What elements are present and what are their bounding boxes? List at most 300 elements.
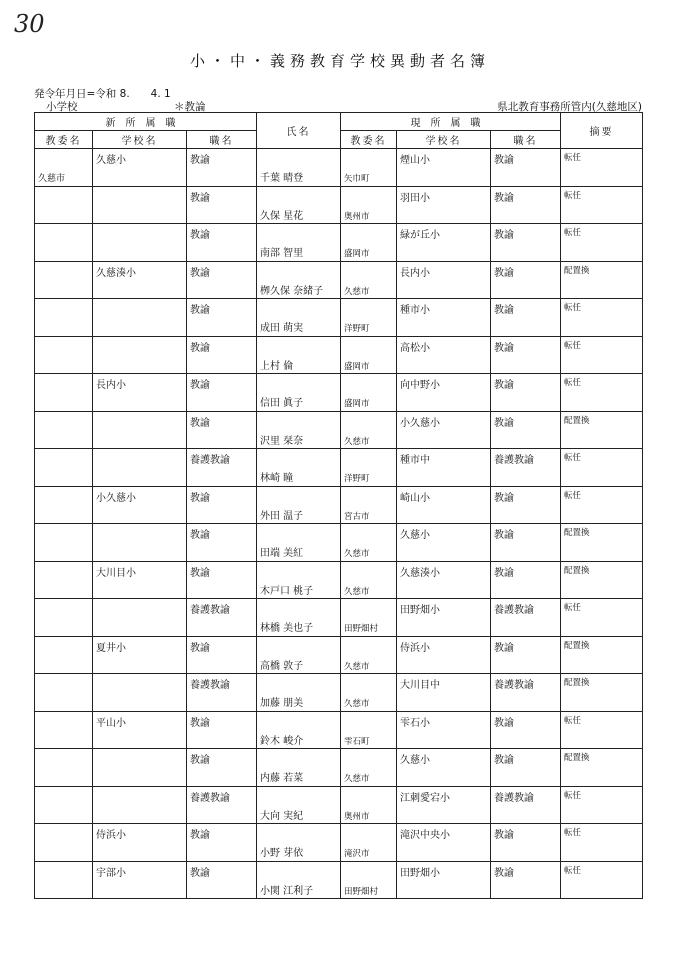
new-position-cell bbox=[187, 186, 257, 224]
new-board-cell bbox=[35, 861, 93, 899]
new-school: 宇部小 bbox=[96, 867, 126, 879]
cur-board: 久慈市 bbox=[344, 549, 370, 559]
note-cell bbox=[561, 524, 643, 562]
cur-board-cell bbox=[341, 524, 397, 562]
cur-position: 教諭 bbox=[494, 155, 514, 166]
cur-position-cell bbox=[491, 486, 561, 524]
cur-school: 久慈小 bbox=[400, 530, 430, 541]
cur-position-cell bbox=[491, 374, 561, 412]
table-row bbox=[35, 786, 643, 824]
person-name: 田端 美紅 bbox=[260, 548, 304, 559]
new-school-cell bbox=[93, 299, 187, 337]
cur-school: 煙山小 bbox=[400, 155, 430, 166]
header-cur-school: 学校名 bbox=[397, 131, 491, 149]
name-cell bbox=[257, 449, 341, 487]
person-name: 小関 江利子 bbox=[260, 885, 314, 897]
region-label: 県北教育事務所管内(久慈地区) bbox=[497, 101, 642, 113]
table-row bbox=[35, 711, 643, 749]
cur-board-cell bbox=[341, 186, 397, 224]
cur-school-cell bbox=[397, 749, 491, 787]
note: 転任 bbox=[564, 865, 582, 876]
cur-board-cell bbox=[341, 486, 397, 524]
table-row bbox=[35, 336, 643, 374]
cur-board: 盛岡市 bbox=[344, 399, 370, 409]
new-position-cell bbox=[187, 711, 257, 749]
name-cell bbox=[257, 749, 341, 787]
note: 配置換 bbox=[564, 565, 590, 576]
table-row bbox=[35, 561, 643, 599]
new-position-cell bbox=[187, 224, 257, 262]
cur-school-cell bbox=[397, 786, 491, 824]
cur-position-cell bbox=[491, 224, 561, 262]
new-school-cell bbox=[93, 449, 187, 487]
cur-board: 宮古市 bbox=[344, 511, 370, 522]
new-position: 教諭 bbox=[190, 417, 210, 429]
person-name: 南部 智里 bbox=[260, 248, 304, 259]
new-position: 教諭 bbox=[190, 342, 210, 354]
person-name: 内藤 若菜 bbox=[260, 773, 304, 784]
cur-school-cell bbox=[397, 486, 491, 524]
new-position: 教諭 bbox=[190, 267, 210, 279]
note-cell bbox=[561, 599, 643, 637]
cur-board-cell bbox=[341, 636, 397, 674]
new-position: 教諭 bbox=[190, 530, 210, 541]
new-school: 侍浜小 bbox=[96, 830, 126, 841]
note-cell bbox=[561, 261, 643, 299]
cur-position: 教諭 bbox=[494, 192, 514, 204]
header-row-group bbox=[35, 113, 643, 131]
cur-position-cell bbox=[491, 636, 561, 674]
new-school-cell bbox=[93, 411, 187, 449]
cur-board: 奥州市 bbox=[344, 211, 370, 222]
header-name: 氏名 bbox=[257, 113, 341, 149]
new-school: 大川目小 bbox=[96, 567, 136, 579]
cur-board: 久慈市 bbox=[344, 586, 370, 597]
cur-position-cell bbox=[491, 336, 561, 374]
cur-position: 養護教諭 bbox=[494, 455, 534, 466]
roster-body bbox=[35, 149, 643, 899]
cur-position: 教諭 bbox=[494, 755, 514, 766]
cur-position-cell bbox=[491, 561, 561, 599]
cur-school-cell bbox=[397, 636, 491, 674]
person-name: 外田 温子 bbox=[260, 510, 304, 522]
transfer-roster-table bbox=[34, 112, 643, 899]
note: 転任 bbox=[564, 228, 582, 238]
new-board-cell bbox=[35, 486, 93, 524]
new-school: 小久慈小 bbox=[96, 492, 136, 504]
new-board-cell bbox=[35, 524, 93, 562]
person-name: 成田 萌実 bbox=[260, 323, 304, 334]
cur-school: 崎山小 bbox=[400, 492, 430, 504]
new-school-cell bbox=[93, 224, 187, 262]
cur-position: 教諭 bbox=[494, 342, 514, 354]
cur-board-cell bbox=[341, 561, 397, 599]
cur-board: 田野畑村 bbox=[344, 624, 379, 634]
cur-board-cell bbox=[341, 674, 397, 712]
cur-school-cell bbox=[397, 711, 491, 749]
cur-board-cell bbox=[341, 449, 397, 487]
cur-position-cell bbox=[491, 299, 561, 337]
cur-board: 盛岡市 bbox=[344, 249, 370, 259]
cur-school: 高松小 bbox=[400, 342, 430, 354]
note: 転任 bbox=[564, 603, 582, 613]
person-name: 高橋 敦子 bbox=[260, 660, 304, 672]
note: 転任 bbox=[564, 453, 582, 463]
cur-board: 洋野町 bbox=[344, 474, 370, 484]
cur-board: 盛岡市 bbox=[344, 361, 370, 372]
person-name: 大向 実紀 bbox=[260, 810, 304, 822]
new-position: 養護教諭 bbox=[190, 680, 230, 691]
new-board-cell bbox=[35, 749, 93, 787]
name-cell bbox=[257, 336, 341, 374]
note: 配置換 bbox=[564, 265, 590, 276]
cur-position: 養護教諭 bbox=[494, 605, 534, 616]
new-school-cell bbox=[93, 261, 187, 299]
cur-board-cell bbox=[341, 411, 397, 449]
cur-school: 田野畑小 bbox=[400, 867, 440, 879]
person-name: 加藤 朋美 bbox=[260, 698, 304, 709]
new-position-cell bbox=[187, 561, 257, 599]
name-cell bbox=[257, 561, 341, 599]
name-cell bbox=[257, 299, 341, 337]
cur-school-cell bbox=[397, 599, 491, 637]
cur-position-cell bbox=[491, 786, 561, 824]
cur-school-cell bbox=[397, 224, 491, 262]
new-board-cell bbox=[35, 636, 93, 674]
cur-school-cell bbox=[397, 299, 491, 337]
cur-position: 教諭 bbox=[494, 417, 514, 429]
new-position: 教諭 bbox=[190, 642, 210, 654]
table-row bbox=[35, 674, 643, 712]
new-school-cell bbox=[93, 486, 187, 524]
note: 転任 bbox=[564, 190, 582, 201]
note-cell bbox=[561, 149, 643, 187]
name-cell bbox=[257, 861, 341, 899]
table-row bbox=[35, 224, 643, 262]
cur-position-cell bbox=[491, 449, 561, 487]
note: 配置換 bbox=[564, 678, 590, 688]
cur-school: 侍浜小 bbox=[400, 642, 430, 654]
table-row bbox=[35, 749, 643, 787]
note: 転任 bbox=[564, 378, 582, 388]
cur-school-cell bbox=[397, 674, 491, 712]
cur-board-cell bbox=[341, 149, 397, 187]
new-school-cell bbox=[93, 524, 187, 562]
table-row bbox=[35, 599, 643, 637]
note-cell bbox=[561, 636, 643, 674]
cur-position-cell bbox=[491, 824, 561, 862]
table-row bbox=[35, 861, 643, 899]
note-cell bbox=[561, 224, 643, 262]
table-row bbox=[35, 824, 643, 862]
header-new-school: 学校名 bbox=[93, 131, 187, 149]
new-position-cell bbox=[187, 524, 257, 562]
cur-position-cell bbox=[491, 261, 561, 299]
cur-board-cell bbox=[341, 786, 397, 824]
note-cell bbox=[561, 674, 643, 712]
name-cell bbox=[257, 149, 341, 187]
school-type: 小学校 bbox=[46, 101, 78, 113]
new-board-cell bbox=[35, 411, 93, 449]
new-position: 教諭 bbox=[190, 230, 210, 241]
person-name: 沢里 栞奈 bbox=[260, 435, 304, 447]
cur-school-cell bbox=[397, 824, 491, 862]
new-school-cell bbox=[93, 336, 187, 374]
name-cell bbox=[257, 261, 341, 299]
new-position-cell bbox=[187, 449, 257, 487]
new-board-cell bbox=[35, 149, 93, 187]
note: 転任 bbox=[564, 303, 582, 313]
person-name: 千葉 晴登 bbox=[260, 173, 304, 184]
cur-board-cell bbox=[341, 336, 397, 374]
cur-position-cell bbox=[491, 749, 561, 787]
note: 転任 bbox=[564, 490, 582, 501]
cur-school: 久慈湊小 bbox=[400, 567, 440, 579]
new-position-cell bbox=[187, 674, 257, 712]
cur-position: 教諭 bbox=[494, 492, 514, 504]
new-position-cell bbox=[187, 336, 257, 374]
name-cell bbox=[257, 224, 341, 262]
new-position-cell bbox=[187, 374, 257, 412]
name-cell bbox=[257, 636, 341, 674]
new-board-cell bbox=[35, 224, 93, 262]
cur-position: 教諭 bbox=[494, 642, 514, 654]
note-cell bbox=[561, 824, 643, 862]
cur-board-cell bbox=[341, 861, 397, 899]
note-cell bbox=[561, 749, 643, 787]
new-position: 養護教諭 bbox=[190, 792, 230, 804]
cur-board-cell bbox=[341, 261, 397, 299]
name-cell bbox=[257, 186, 341, 224]
new-board-cell bbox=[35, 336, 93, 374]
cur-school-cell bbox=[397, 411, 491, 449]
page-title: 小・中・義務教育学校異動者名簿 bbox=[189, 52, 490, 70]
cur-position: 教諭 bbox=[494, 305, 514, 316]
cur-school-cell bbox=[397, 186, 491, 224]
table-row bbox=[35, 374, 643, 412]
new-school-cell bbox=[93, 861, 187, 899]
name-cell bbox=[257, 824, 341, 862]
note-cell bbox=[561, 786, 643, 824]
cur-school: 滝沢中央小 bbox=[400, 830, 450, 841]
name-cell bbox=[257, 786, 341, 824]
table-row bbox=[35, 299, 643, 337]
new-board-cell bbox=[35, 449, 93, 487]
note-cell bbox=[561, 411, 643, 449]
new-board-cell bbox=[35, 786, 93, 824]
new-school-cell bbox=[93, 786, 187, 824]
cur-position-cell bbox=[491, 524, 561, 562]
new-position-cell bbox=[187, 149, 257, 187]
new-school-cell bbox=[93, 674, 187, 712]
new-board-cell bbox=[35, 299, 93, 337]
new-school-cell bbox=[93, 824, 187, 862]
new-school: 久慈小 bbox=[96, 155, 126, 166]
table-row bbox=[35, 261, 643, 299]
new-board-cell bbox=[35, 261, 93, 299]
new-school: 平山小 bbox=[96, 717, 126, 729]
cur-school-cell bbox=[397, 524, 491, 562]
note-cell bbox=[561, 449, 643, 487]
cur-school-cell bbox=[397, 261, 491, 299]
new-board-cell bbox=[35, 824, 93, 862]
note: 転任 bbox=[564, 340, 582, 351]
note-cell bbox=[561, 299, 643, 337]
cur-board: 久慈市 bbox=[344, 436, 370, 447]
cur-school: 種市中 bbox=[400, 455, 430, 466]
cur-school: 雫石小 bbox=[400, 717, 430, 729]
table-row bbox=[35, 524, 643, 562]
header-notes: 摘要 bbox=[561, 113, 643, 149]
new-position-cell bbox=[187, 599, 257, 637]
name-cell bbox=[257, 711, 341, 749]
new-school: 久慈湊小 bbox=[96, 267, 136, 279]
new-position: 教諭 bbox=[190, 192, 210, 204]
new-position-cell bbox=[187, 261, 257, 299]
cur-position: 教諭 bbox=[494, 830, 514, 841]
cur-position: 養護教諭 bbox=[494, 792, 534, 804]
person-name: 小野 芽依 bbox=[260, 848, 304, 859]
cur-position: 教諭 bbox=[494, 267, 514, 279]
cur-board: 奥州市 bbox=[344, 811, 370, 822]
cur-board: 久慈市 bbox=[344, 774, 370, 784]
new-board: 久慈市 bbox=[38, 174, 66, 184]
table-row bbox=[35, 149, 643, 187]
cur-board: 久慈市 bbox=[344, 286, 370, 297]
name-cell bbox=[257, 599, 341, 637]
new-school-cell bbox=[93, 599, 187, 637]
note: 転任 bbox=[564, 790, 582, 801]
table-row bbox=[35, 449, 643, 487]
new-position: 教諭 bbox=[190, 755, 210, 766]
new-position-cell bbox=[187, 486, 257, 524]
new-school-cell bbox=[93, 749, 187, 787]
cur-school-cell bbox=[397, 861, 491, 899]
new-board-cell bbox=[35, 711, 93, 749]
note-cell bbox=[561, 336, 643, 374]
new-board-cell bbox=[35, 674, 93, 712]
note: 配置換 bbox=[564, 753, 590, 763]
person-name: 林橋 美也子 bbox=[260, 623, 314, 634]
table-row bbox=[35, 636, 643, 674]
new-position: 教諭 bbox=[190, 717, 210, 729]
cur-board: 滝沢市 bbox=[344, 849, 370, 859]
cur-board-cell bbox=[341, 824, 397, 862]
name-cell bbox=[257, 486, 341, 524]
cur-school: 緑が丘小 bbox=[400, 230, 440, 241]
new-position: 教諭 bbox=[190, 867, 210, 879]
cur-position-cell bbox=[491, 674, 561, 712]
position-filter: ＊教論 bbox=[174, 101, 206, 113]
cur-board: 洋野町 bbox=[344, 324, 370, 334]
new-position: 養護教諭 bbox=[190, 455, 230, 466]
note: 転任 bbox=[564, 828, 582, 838]
cur-board: 久慈市 bbox=[344, 699, 370, 709]
cur-position: 養護教諭 bbox=[494, 680, 534, 691]
header-cur-position: 職名 bbox=[491, 131, 561, 149]
cur-position: 教諭 bbox=[494, 717, 514, 729]
cur-school: 江刺愛宕小 bbox=[400, 792, 450, 804]
new-school-cell bbox=[93, 374, 187, 412]
header-new-group: 新所属職 bbox=[35, 113, 257, 131]
cur-position-cell bbox=[491, 599, 561, 637]
header-new-board: 教委名 bbox=[35, 131, 93, 149]
new-position-cell bbox=[187, 299, 257, 337]
cur-school: 小久慈小 bbox=[400, 417, 440, 429]
new-board-cell bbox=[35, 374, 93, 412]
cur-school: 大川目中 bbox=[400, 680, 440, 691]
new-position: 教諭 bbox=[190, 155, 210, 166]
new-position: 養護教諭 bbox=[190, 605, 230, 616]
cur-school-cell bbox=[397, 449, 491, 487]
new-position-cell bbox=[187, 636, 257, 674]
note: 配置換 bbox=[564, 528, 590, 538]
cur-board: 田野畑村 bbox=[344, 886, 379, 897]
cur-school: 向中野小 bbox=[400, 380, 440, 391]
new-board-cell bbox=[35, 561, 93, 599]
cur-position-cell bbox=[491, 711, 561, 749]
new-position-cell bbox=[187, 411, 257, 449]
person-name: 上村 倫 bbox=[260, 360, 294, 372]
name-cell bbox=[257, 524, 341, 562]
new-position-cell bbox=[187, 861, 257, 899]
new-position: 教諭 bbox=[190, 305, 210, 316]
cur-school: 田野畑小 bbox=[400, 605, 440, 616]
cur-board-cell bbox=[341, 599, 397, 637]
cur-school-cell bbox=[397, 561, 491, 599]
person-name: 林崎 瞳 bbox=[260, 473, 294, 484]
new-school: 夏井小 bbox=[96, 642, 126, 654]
cur-board-cell bbox=[341, 299, 397, 337]
new-school-cell bbox=[93, 636, 187, 674]
cur-position: 教諭 bbox=[494, 530, 514, 541]
table-row bbox=[35, 411, 643, 449]
new-school-cell bbox=[93, 561, 187, 599]
new-position: 教諭 bbox=[190, 830, 210, 841]
cur-school: 羽田小 bbox=[400, 192, 430, 204]
cur-position-cell bbox=[491, 411, 561, 449]
page-number: 30 bbox=[14, 10, 45, 38]
cur-board-cell bbox=[341, 749, 397, 787]
note-cell bbox=[561, 861, 643, 899]
cur-position: 教諭 bbox=[494, 567, 514, 579]
note: 配置換 bbox=[564, 640, 590, 651]
person-name: 久保 星花 bbox=[260, 210, 304, 222]
note-cell bbox=[561, 186, 643, 224]
person-name: 木戸口 桃子 bbox=[260, 585, 314, 597]
new-school-cell bbox=[93, 186, 187, 224]
note: 配置換 bbox=[564, 415, 590, 426]
cur-board: 矢巾町 bbox=[344, 174, 370, 184]
header-cur-board: 教委名 bbox=[341, 131, 397, 149]
cur-board-cell bbox=[341, 374, 397, 412]
person-name: 鈴木 峻介 bbox=[260, 735, 304, 747]
name-cell bbox=[257, 674, 341, 712]
name-cell bbox=[257, 374, 341, 412]
cur-board: 久慈市 bbox=[344, 661, 370, 672]
header-current-group: 現所属職 bbox=[341, 113, 561, 131]
cur-school-cell bbox=[397, 149, 491, 187]
cur-board-cell bbox=[341, 711, 397, 749]
cur-school: 久慈小 bbox=[400, 755, 430, 766]
new-board-cell bbox=[35, 186, 93, 224]
name-cell bbox=[257, 411, 341, 449]
new-board-cell bbox=[35, 599, 93, 637]
note-cell bbox=[561, 486, 643, 524]
cur-school: 種市小 bbox=[400, 305, 430, 316]
note-cell bbox=[561, 561, 643, 599]
table-row bbox=[35, 486, 643, 524]
